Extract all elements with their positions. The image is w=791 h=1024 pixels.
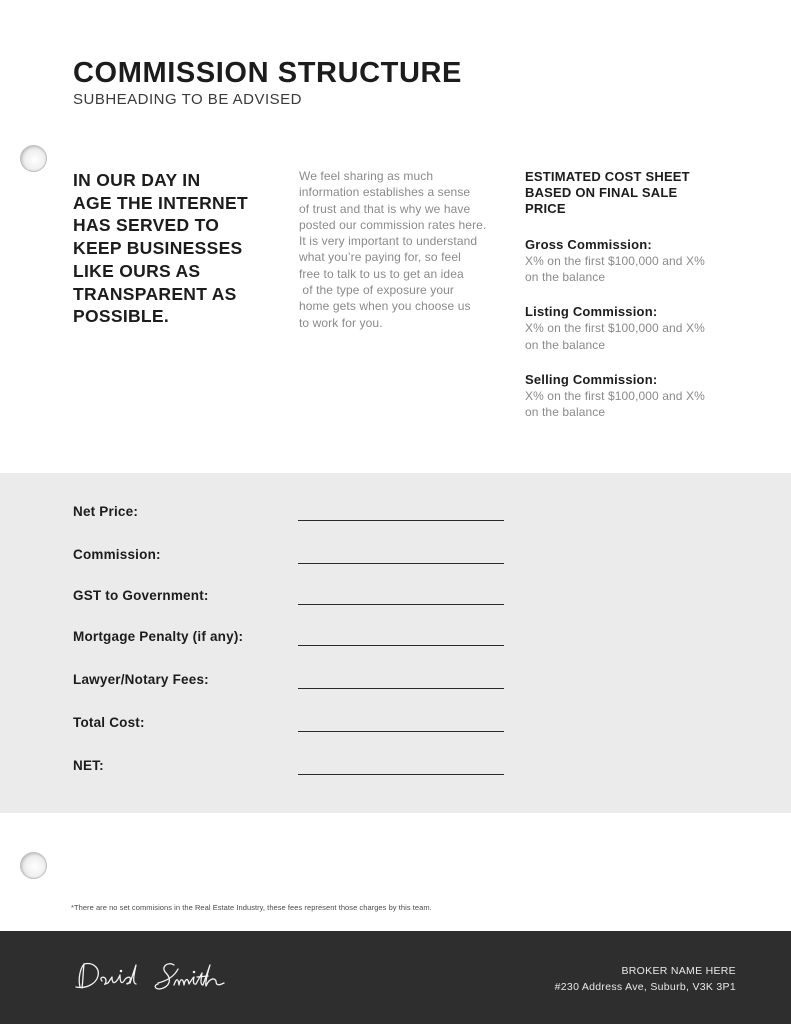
estimate-value-line: on the balance	[525, 405, 606, 420]
cost-label: Lawyer/Notary Fees:	[73, 672, 209, 687]
estimate-value-line: on the balance	[525, 269, 606, 284]
paragraph-line: what you’re paying for, so feel	[299, 250, 461, 265]
estimate-label: Selling Commission:	[525, 371, 658, 387]
estimate-label: Gross Commission:	[525, 236, 652, 252]
estimate-value-line: X% on the first $100,000 and X%	[525, 388, 705, 403]
cost-label: GST to Government:	[73, 588, 209, 603]
cost-worksheet	[0, 473, 791, 813]
estimate-value-line: X% on the first $100,000 and X%	[525, 321, 705, 336]
paragraph-line: information establishes a sense	[299, 185, 471, 200]
lead-statement	[73, 169, 278, 328]
lead-line: IN OUR DAY IN	[73, 170, 201, 190]
paragraph-line: home gets when you choose us	[299, 299, 471, 314]
cost-row-net	[73, 758, 513, 782]
estimate-item-gross	[525, 237, 740, 286]
paragraph-line: It is very important to understand	[299, 234, 478, 249]
paragraph-line: of the type of exposure your	[299, 283, 454, 298]
lead-line: LIKE OURS AS	[73, 260, 201, 281]
cost-label: Total Cost:	[73, 715, 145, 730]
paragraph-line: free to talk to us to get an idea	[299, 266, 464, 281]
fill-in-line[interactable]	[298, 774, 504, 775]
cost-row-total-cost	[73, 715, 513, 739]
cost-row-mortgage-penalty	[73, 629, 513, 653]
lead-line: KEEP BUSINESSES	[73, 238, 243, 259]
lead-line: TRANSPARENT AS	[73, 283, 237, 304]
broker-info	[555, 963, 736, 995]
fill-in-line[interactable]	[298, 520, 504, 521]
estimate-item-listing	[525, 304, 740, 353]
intro-paragraph	[299, 168, 511, 331]
cost-row-net-price	[73, 504, 513, 528]
estimate-heading-line: PRICE	[525, 201, 566, 217]
estimate-heading	[525, 169, 740, 218]
signature-image	[74, 959, 274, 995]
disclaimer-footnote: *There are no set commisions in the Real Estate Industry, these fees represent those charges by this team.	[71, 903, 432, 912]
page-header	[73, 56, 462, 108]
estimate-heading-line: BASED ON FINAL SALE	[525, 185, 678, 201]
broker-address: #230 Address Ave, Suburb, V3K 3P1	[554, 981, 736, 993]
estimate-value-line: X% on the first $100,000 and X%	[525, 253, 705, 268]
binder-hole-bottom	[20, 852, 47, 879]
lead-line: AGE THE INTERNET	[73, 192, 248, 213]
estimate-item-selling	[525, 372, 740, 421]
estimate-value-line: on the balance	[525, 337, 606, 352]
estimate-heading-line: ESTIMATED COST SHEET	[525, 169, 690, 184]
fill-in-line[interactable]	[298, 563, 504, 564]
cost-label: Commission:	[73, 547, 161, 562]
cost-row-commission	[73, 547, 513, 571]
cost-label: Mortgage Penalty (if any):	[73, 629, 244, 644]
cost-label: Net Price:	[73, 504, 139, 519]
fill-in-line[interactable]	[298, 645, 504, 646]
paragraph-line: of trust and that is why we have	[299, 201, 471, 216]
paragraph-line: We feel sharing as much	[299, 169, 434, 183]
paragraph-line: to work for you.	[299, 315, 383, 330]
page-subtitle: SUBHEADING TO BE ADVISED	[73, 91, 303, 108]
broker-name: BROKER NAME HERE	[621, 965, 736, 977]
paragraph-line: posted our commission rates here.	[299, 217, 487, 232]
fill-in-line[interactable]	[298, 688, 504, 689]
estimate-label: Listing Commission:	[525, 304, 658, 320]
cost-row-lawyer-fees	[73, 672, 513, 696]
cost-label: NET:	[73, 758, 104, 773]
binder-hole-top	[20, 145, 47, 172]
fill-in-line[interactable]	[298, 731, 504, 732]
estimated-cost-sheet	[525, 169, 740, 420]
cost-row-gst	[73, 588, 513, 612]
page-title: COMMISSION STRUCTURE	[73, 57, 462, 89]
lead-line: POSSIBLE.	[73, 306, 170, 327]
lead-line: HAS SERVED TO	[73, 215, 220, 236]
fill-in-line[interactable]	[298, 604, 504, 605]
page-footer	[0, 931, 791, 1024]
